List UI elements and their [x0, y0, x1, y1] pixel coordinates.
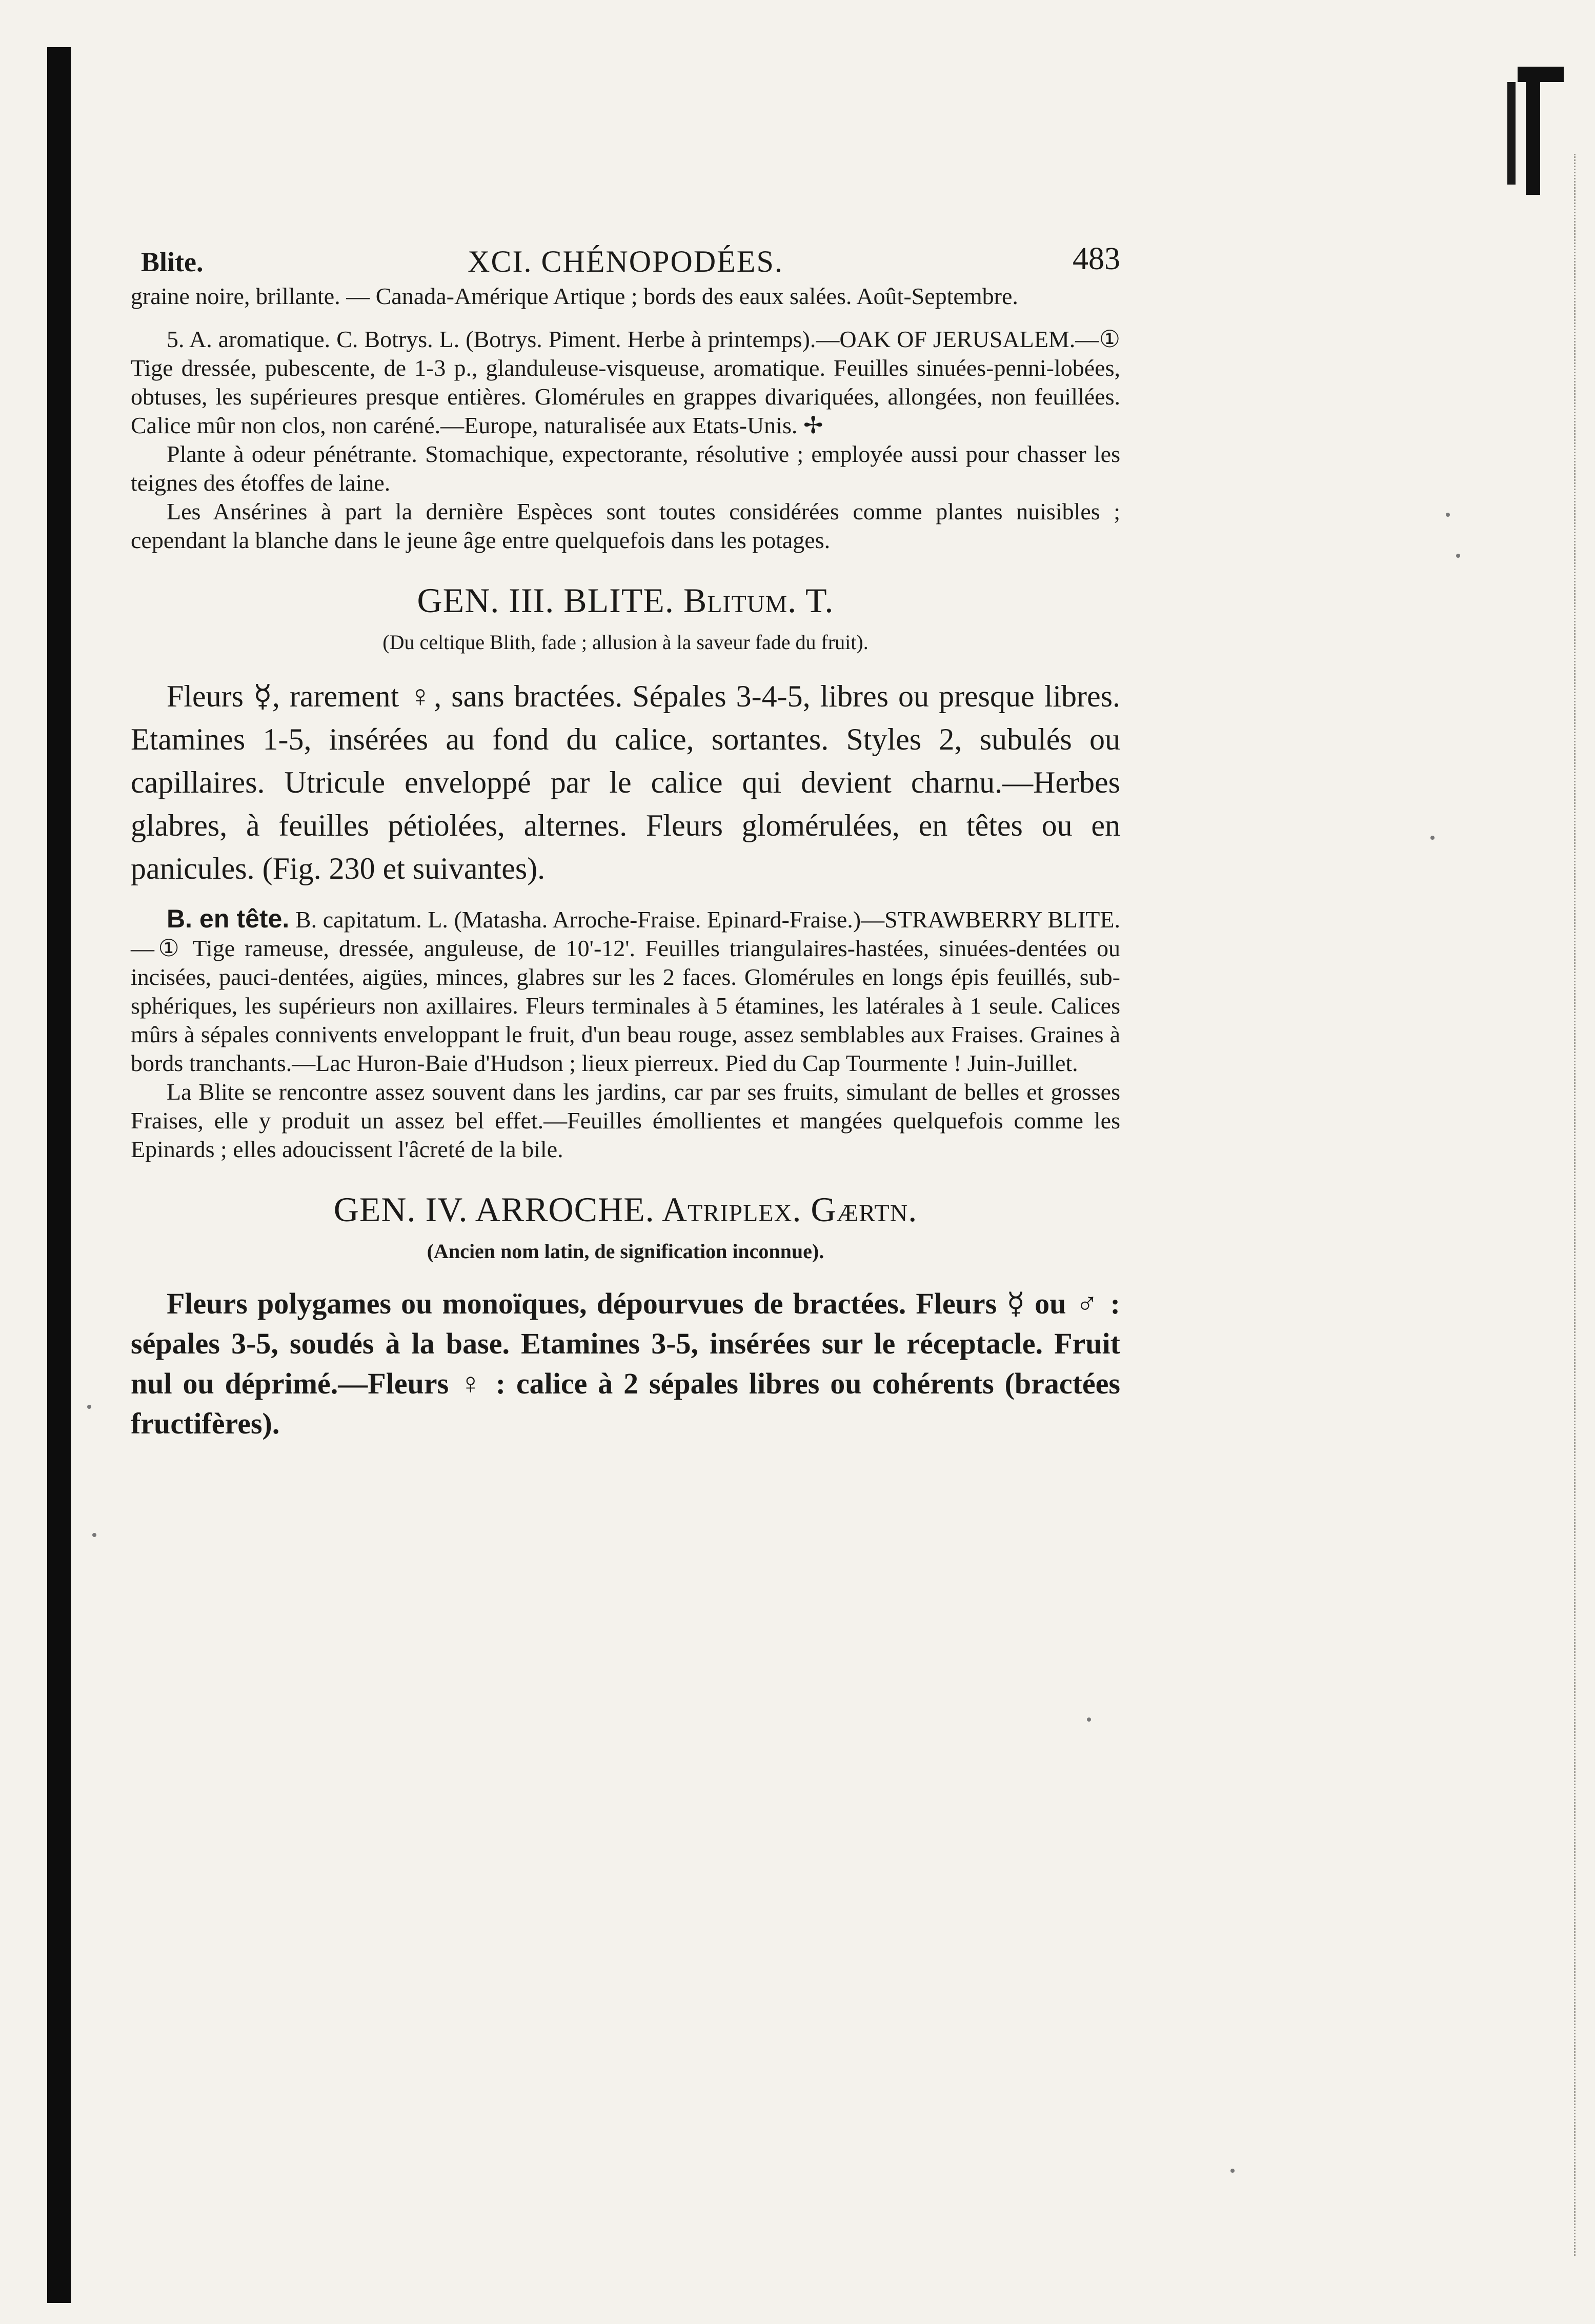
scan-right-edge — [1571, 154, 1576, 2256]
scan-binding-edge — [47, 47, 71, 2303]
species-blitum-capitatum — [131, 904, 1120, 1078]
paragraph-species-5: 5. A. aromatique. C. Botrys. L. (Botrys. Piment. Herbe à printemps).—OAK OF JERUSALEM.—① Tige dressée, pubescente, de 1-3 p., glanduleuse-visqueuse, aromatique. Feuilles sinuées-penni-lobées, obtuses, les supérieures presque entières. Glomérules en grappes divariquées, allongées, non feuillées. Calice mûr non clos, non caréné.—Europe, naturalisée aux Etats-Unis. ✢ — [131, 326, 1120, 438]
genus-4-etymology: (Ancien nom latin, de signification inconnue). — [427, 1240, 824, 1263]
running-head — [131, 241, 1120, 282]
species-head: B. en tête. — [167, 904, 290, 933]
paragraph-continuation: graine noire, brillante. — Canada-Amérique Artique ; bords des eaux salées. Août-Septembre. — [131, 283, 1018, 309]
species-text: B. capitatum. L. (Matasha. Arroche-Fraise. Epinard-Fraise.)—STRAWBERRY BLITE.—① Tige rameuse, dressée, anguleuse, de 10'-12'. Feuilles triangulaires-hastées, sinuées-dentées ou incisées, pauci-dentées, aigües, minces, glabres sur les 2 faces. Glomérules en longs épis feuillés, sub-sphériques, les supérieurs non axillaires. Fleurs terminales à 5 étamines, les latérales à 1 seule. Calices mûrs à sépales connivents enveloppant le fruit, d'un beau rouge, assez semblables aux Fraises. Graines à bords tranchants.—Lac Huron-Baie d'Hudson ; lieux pierreux. Pied du Cap Tourmente ! Juin-Juillet. — [131, 906, 1120, 1076]
page-number: 483 — [1073, 241, 1120, 276]
genus-3-description: Fleurs ☿, rarement ♀, sans bractées. Sépales 3-4-5, libres ou presque libres. Etamines 1-5, insérées au fond du calice, sortantes. Styles 2, subulés ou capillaires. Utricule enveloppé par le calice qui devient charnu.—Herbes glabres, à feuilles pétiolées, alternes. Fleurs glomérulées, en têtes ou en panicules. (Fig. 230 et suivantes). — [131, 679, 1120, 885]
genus-3-title: GEN. III. BLITE. Blitum. T. — [417, 581, 834, 620]
genus-4-description: Fleurs polygames ou monoïques, dépourvues de bractées. Fleurs ☿ ou ♂ : sépales 3-5, soudés à la base. Etamines 3-5, insérées sur le réceptacle. Fruit nul ou déprimé.—Fleurs ♀ : calice à 2 sépales libres ou cohérents (bractées fructifères). — [131, 1287, 1120, 1440]
header-left: Blite. — [141, 247, 204, 277]
genus-3-etymology: (Du celtique Blith, fade ; allusion à la saveur fade du fruit). — [382, 631, 869, 654]
scan-corner-artifact — [1502, 62, 1564, 195]
header-center: XCI. CHÉNOPODÉES. — [468, 245, 783, 278]
paragraph-ansérines: Les Ansérines à part la dernière Espèces sont toutes considérées comme plantes nuisibles ; cependant la blanche dans le jeune âge entre quelquefois dans les potages. — [131, 498, 1120, 553]
page-body — [131, 241, 1120, 1444]
genus-3-note: La Blite se rencontre assez souvent dans les jardins, car par ses fruits, simulant de belles et grosses Fraises, elle y produit un assez bel effet.—Feuilles émollientes et mangées quelquefois comme les Epinards ; elles adoucissent l'âcreté de la bile. — [131, 1079, 1120, 1162]
genus-4-title: GEN. IV. ARROCHE. Atriplex. Gærtn. — [333, 1190, 918, 1229]
paragraph-uses: Plante à odeur pénétrante. Stomachique, expectorante, résolutive ; employée aussi pour chasser les teignes des étoffes de laine. — [131, 441, 1120, 496]
